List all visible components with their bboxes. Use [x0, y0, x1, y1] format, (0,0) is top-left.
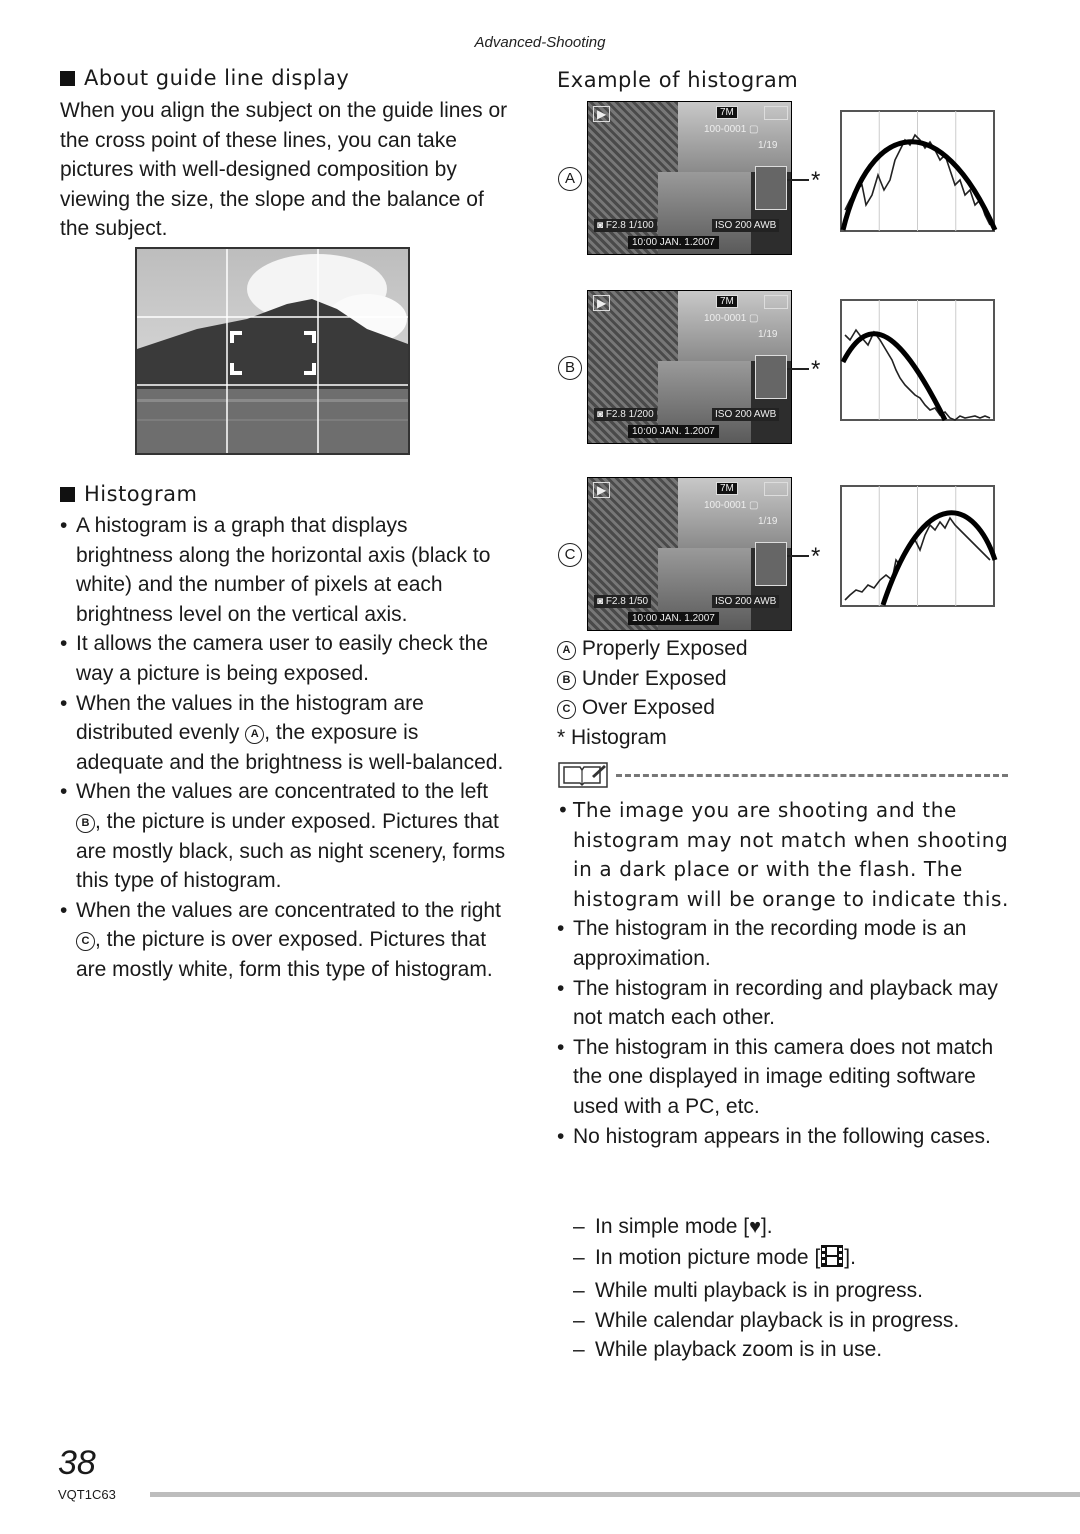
case-item: – While calendar playback is in progress.: [573, 1306, 1023, 1336]
section-header: Advanced-Shooting: [474, 34, 606, 51]
asterisk-marker: *: [811, 167, 821, 194]
histogram-bullet: • It allows the camera user to easily check the way a picture is being exposed.: [60, 629, 510, 688]
size-badge: 7M: [716, 482, 738, 495]
case-item: [573, 1212, 1023, 1243]
date-info: 10:00 JAN. 1.2007: [628, 612, 719, 625]
note-item: • The histogram in this camera does not match the one displayed in image editing software used with a PC, etc.: [557, 1033, 1017, 1122]
play-icon: ▶: [593, 106, 610, 122]
case-text: In motion picture mode [: [595, 1245, 821, 1269]
bullet-text: , the picture is over exposed. Pictures that are mostly white, form this type of histogram.: [76, 928, 493, 981]
legend-star: * Histogram: [557, 725, 667, 749]
marker-a-icon: A: [245, 725, 264, 744]
note-item: • The histogram in the recording mode is an approximation.: [557, 914, 1017, 973]
histogram-bullet: • A histogram is a graph that displays brightness along the horizontal axis (black to white) and the number of pixels at each brightness level on the vertical axis.: [60, 511, 510, 629]
case-close: ].: [760, 1215, 773, 1238]
case-close: ].: [844, 1245, 856, 1269]
play-icon: ▶: [593, 295, 610, 311]
note-item: • The image you are shooting and the histogram may not match when shooting in a dark place or with the flash. The histogram will be orange to indicate this.: [557, 796, 1017, 914]
bullet-text: When the values are concentrated to the right: [76, 898, 501, 922]
page-number: 38: [58, 1444, 96, 1482]
case-item: [573, 1243, 1023, 1277]
legend-c: [557, 693, 1037, 723]
bullet-text: , the picture is under exposed. Pictures that are mostly black, such as night scenery, forms this type of histogram.: [76, 809, 506, 893]
file-number: 100-0001 ▢: [704, 124, 759, 135]
note-divider: [616, 774, 1008, 777]
doc-code: VQT1C63: [58, 1487, 116, 1502]
exposure-info: ◙ F2.8 1/100: [594, 219, 657, 232]
size-badge: 7M: [716, 106, 738, 119]
histogram-bullet: [60, 896, 510, 985]
iso-wb-info: ISO 200 AWB: [712, 595, 779, 608]
marker-b-icon: B: [557, 671, 576, 690]
iso-wb-info: ISO 200 AWB: [712, 219, 779, 232]
legend-a: [557, 634, 1037, 664]
file-number: 100-0001 ▢: [704, 500, 759, 511]
note-book-icon: [558, 762, 608, 788]
note-item: • No histogram appears in the following cases.: [557, 1122, 1017, 1152]
marker-c-icon: C: [76, 932, 95, 951]
case-item: – While playback zoom is in use.: [573, 1335, 1023, 1365]
date-info: 10:00 JAN. 1.2007: [628, 425, 719, 438]
film-icon: [820, 1244, 844, 1277]
iso-wb-info: ISO 200 AWB: [712, 408, 779, 421]
marker-b-icon: B: [76, 814, 95, 833]
notes-list: [557, 796, 1017, 1151]
bullet-text: , the exposure is adequate and the brightness is well-balanced.: [76, 721, 504, 774]
play-icon: ▶: [593, 482, 610, 498]
legend: [557, 634, 1037, 752]
legend-a-text: Properly Exposed: [581, 637, 748, 660]
note-item: • The histogram in recording and playback may not match each other.: [557, 974, 1017, 1033]
legend-b: [557, 664, 1037, 694]
histogram-bullet: [60, 689, 510, 778]
example-marker-icon: B: [558, 356, 582, 380]
example-marker-icon: A: [558, 167, 582, 191]
no-histogram-cases: [573, 1212, 1023, 1365]
marker-c-icon: C: [557, 700, 576, 719]
histogram-graphs: [0, 0, 1080, 620]
legend-b-text: Under Exposed: [581, 666, 727, 690]
histogram-title: Histogram: [84, 482, 198, 506]
image-count: 1/19: [758, 140, 778, 151]
bullet-text: When the values are concentrated to the left: [76, 780, 489, 804]
file-number: 100-0001 ▢: [704, 313, 759, 324]
exposure-info: ◙ F2.8 1/200: [594, 408, 657, 421]
asterisk-marker: *: [811, 543, 821, 570]
exposure-info: ◙ F2.8 1/50: [594, 595, 651, 608]
histogram-bullet: [60, 777, 510, 895]
asterisk-marker: *: [811, 356, 821, 383]
guide-text: When you align the subject on the guide lines or the cross point of these lines, you can take pictures with well-designed composition by viewing the size, the slope and the balance of the subject.: [60, 99, 508, 241]
image-count: 1/19: [758, 516, 778, 527]
date-info: 10:00 JAN. 1.2007: [628, 236, 719, 249]
bullet-text: When the values in the histogram are distributed evenly: [76, 691, 424, 745]
marker-a-icon: A: [557, 641, 576, 660]
case-item: – While multi playback is in progress.: [573, 1276, 1023, 1306]
legend-c-text: Over Exposed: [581, 696, 715, 720]
heart-icon: ♥: [749, 1216, 761, 1238]
size-badge: 7M: [716, 295, 738, 308]
footer-bar: [150, 1492, 1080, 1497]
note-icon: [558, 762, 608, 788]
guide-title: About guide line display: [84, 66, 350, 90]
example-title: Example of histogram: [557, 68, 799, 92]
example-marker-icon: C: [558, 543, 582, 567]
case-text: In simple mode [: [595, 1215, 750, 1238]
image-count: 1/19: [758, 329, 778, 340]
